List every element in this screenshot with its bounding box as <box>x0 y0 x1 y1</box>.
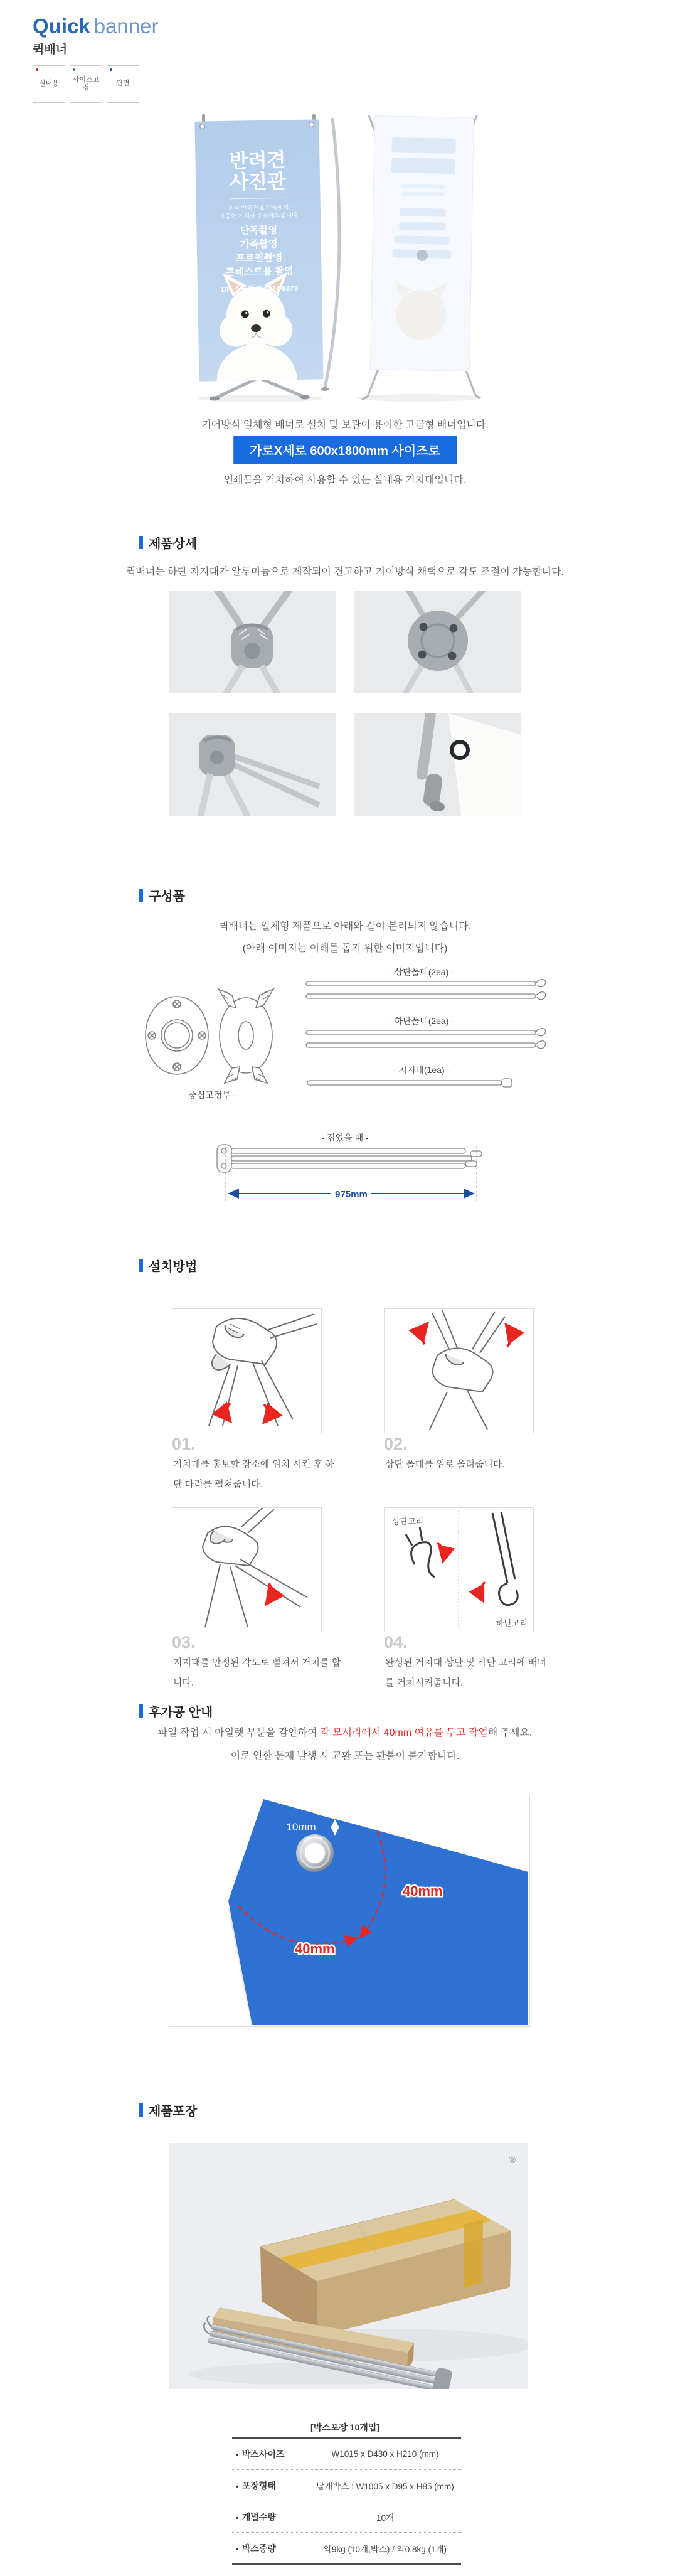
page-title-korean: 퀵배너 <box>33 43 68 57</box>
heading-text: 후가공 안내 <box>149 1706 213 1719</box>
heading-bar-icon <box>139 1259 143 1272</box>
top-pole-label: - 상단폴대(2ea) - <box>389 967 454 977</box>
page-title <box>33 15 158 38</box>
folded-label: - 접었을 때 - <box>321 1133 369 1143</box>
install-step4-image <box>384 1507 534 1632</box>
margin-value-horizontal: 40mm <box>295 1941 335 1957</box>
finishing-line1-suffix: 해 주세요. <box>487 1728 533 1738</box>
detail-photo-pole-cap <box>354 713 521 816</box>
step2-number: 02. <box>384 1435 408 1453</box>
table-row <box>232 2470 461 2501</box>
section-heading-install <box>139 1256 197 1275</box>
folded-bundle <box>217 1145 482 1172</box>
detail-description: 퀵배너는 하단 지지대가 알루미늄으로 제작되어 견고하고 기어방식 채택으로 각도 조절이 가능합니다. <box>125 567 565 577</box>
green-dot-icon <box>73 68 75 71</box>
packaging-table-title: [박스포장 10개입] <box>310 2422 380 2432</box>
badge-indoor <box>33 65 65 103</box>
step1-number: 01. <box>172 1435 196 1453</box>
margin-value-vertical: 40mm <box>403 1883 443 1899</box>
heading-text: 구성품 <box>149 890 185 904</box>
banner-menu-item: 콘테스트용 촬영 <box>225 266 294 278</box>
step3-number: 03. <box>172 1633 196 1652</box>
section-heading-finishing <box>139 1702 213 1720</box>
registered-mark: ® <box>508 2155 516 2166</box>
finishing-line1 <box>0 1724 690 1739</box>
banner-title-line2: 사진관 <box>229 170 287 193</box>
finishing-line1-warning: 각 모서리에서 40mm 여유를 두고 작업 <box>320 1728 488 1738</box>
packaging-photo <box>169 2143 528 2389</box>
row-value: 낱개박스 : W1005 x D95 x H85 (mm) <box>316 2481 454 2491</box>
row-value: 10개 <box>376 2513 395 2523</box>
heading-text: 제품상세 <box>149 537 198 551</box>
banner-phone: DH 스튜디오 1234-5678 <box>221 284 299 294</box>
section-heading-packaging <box>139 2101 197 2119</box>
heading-bar-icon <box>139 1704 143 1718</box>
badge-single-side <box>107 65 139 103</box>
step2-caption: 상단 폴대를 위로 올려줍니다. <box>385 1459 505 1470</box>
brand-en-bold: Quick <box>33 14 90 38</box>
install-step2-image <box>384 1308 534 1433</box>
row-label: • 박스사이즈 <box>232 2448 309 2461</box>
back-banner <box>370 116 474 371</box>
pole-illustrations <box>306 967 546 1087</box>
navy-dot-icon <box>110 68 112 71</box>
finishing-line1-prefix: 파일 작업 시 아일렛 부분을 감안하여 <box>157 1728 321 1738</box>
red-dot-icon <box>36 68 38 71</box>
badge-label: 실내용 <box>39 80 59 88</box>
heading-bar-icon <box>139 2103 143 2117</box>
detail-photo-side-joint <box>169 713 336 816</box>
install-step1-image <box>172 1308 322 1433</box>
banner-menu-item: 가족촬영 <box>240 238 278 250</box>
components-diagram <box>138 965 552 1210</box>
folded-length-value: 975mm <box>335 1189 368 1200</box>
row-value: W1015 x D430 x H210 (mm) <box>331 2449 439 2459</box>
heading-bar-icon <box>139 536 143 549</box>
heading-text: 설치방법 <box>149 1260 198 1274</box>
packaging-spec-table <box>232 2437 461 2565</box>
section-heading-components <box>139 886 185 904</box>
finishing-line2: 이로 인한 문제 발생 시 교환 또는 환불이 불가합니다. <box>230 1751 460 1761</box>
components-notice2: (아래 이미지는 이해를 돕기 위한 이미지입니다) <box>242 943 448 954</box>
step1-caption: 거치대를 홍보할 장소에 위치 시킨 후 하단 다리를 펼쳐줍니다. <box>173 1459 334 1490</box>
row-label: • 포장형태 <box>232 2479 309 2492</box>
detail-photo-gear-joint <box>169 591 336 693</box>
eyelet-margin-diagram <box>169 1795 528 2025</box>
intro-line1: 기어방식 일체형 배너로 설치 및 보관이 용이한 고급형 배너입니다. <box>201 420 489 430</box>
brand-en-light: banner <box>93 14 159 38</box>
finishing-illustration-box <box>169 1795 530 2027</box>
front-stand-bow-pole <box>325 118 339 388</box>
feature-badges <box>33 65 158 103</box>
eyelet-icon <box>309 122 314 127</box>
step4-caption: 완성된 거치대 상단 및 하단 고리에 배너를 거치시켜줍니다. <box>385 1657 546 1689</box>
carton-box <box>260 2199 511 2336</box>
size-badge: 가로X세로 600x1800mm 사이즈로 <box>233 436 457 464</box>
hub-label: - 중심고정부 - <box>183 1090 236 1100</box>
row-label: • 개별수량 <box>232 2511 309 2523</box>
hero-product-image <box>183 114 507 403</box>
top-hook-label: 상단고리 <box>392 1517 424 1526</box>
intro-line2: 인쇄물을 거치하여 사용할 수 있는 실내용 거치대입니다. <box>223 475 467 486</box>
heading-bar-icon <box>139 889 143 902</box>
support-pole-label: - 지지대(1ea) - <box>393 1065 450 1075</box>
back-stand-hub <box>417 250 428 261</box>
banner-subtitle-line2: 소중한 기억을 선물해드립니다 <box>219 211 298 221</box>
header <box>33 15 158 103</box>
bottom-pole-label: - 하단폴대(2ea) - <box>389 1016 454 1026</box>
section-heading-detail <box>139 533 197 552</box>
table-row <box>232 2533 461 2563</box>
badge-label: 사이즈고정 <box>72 75 100 92</box>
row-value: 약9kg (10개,박스) / 약0.8kg (1개) <box>323 2544 447 2554</box>
eyelet-offset-value: 10mm <box>286 1821 316 1833</box>
badge-label: 단면 <box>116 80 130 88</box>
components-notice1: 퀵배너는 일체형 제품으로 아래와 같이 분리되지 않습니다. <box>218 921 472 932</box>
banner-menu-item: 단독촬영 <box>240 225 278 237</box>
step4-number: 04. <box>384 1633 408 1652</box>
bottom-hook-label: 하단고리 <box>496 1618 528 1628</box>
folded-dimension <box>226 1146 477 1202</box>
banner-subtitle-line1: 우리 반려견 & 가족에게 <box>228 204 289 212</box>
hub-illustration <box>146 989 273 1083</box>
banner-title-line1: 반려견 <box>229 149 286 172</box>
banner-menu-item: 프로필촬영 <box>235 252 283 264</box>
table-row <box>232 2439 461 2470</box>
install-step3-image <box>172 1507 322 1632</box>
heading-text: 제품포장 <box>149 2105 198 2119</box>
detail-photo-back-plate <box>354 591 521 693</box>
eyelet-icon <box>199 124 204 129</box>
table-row <box>232 2501 461 2533</box>
badge-fixed-size <box>70 65 102 103</box>
front-banner <box>194 119 324 403</box>
row-label: • 박스중량 <box>232 2542 309 2555</box>
step3-caption: 지지대를 안정된 각도로 펼쳐서 거치를 합니다. <box>173 1657 341 1689</box>
